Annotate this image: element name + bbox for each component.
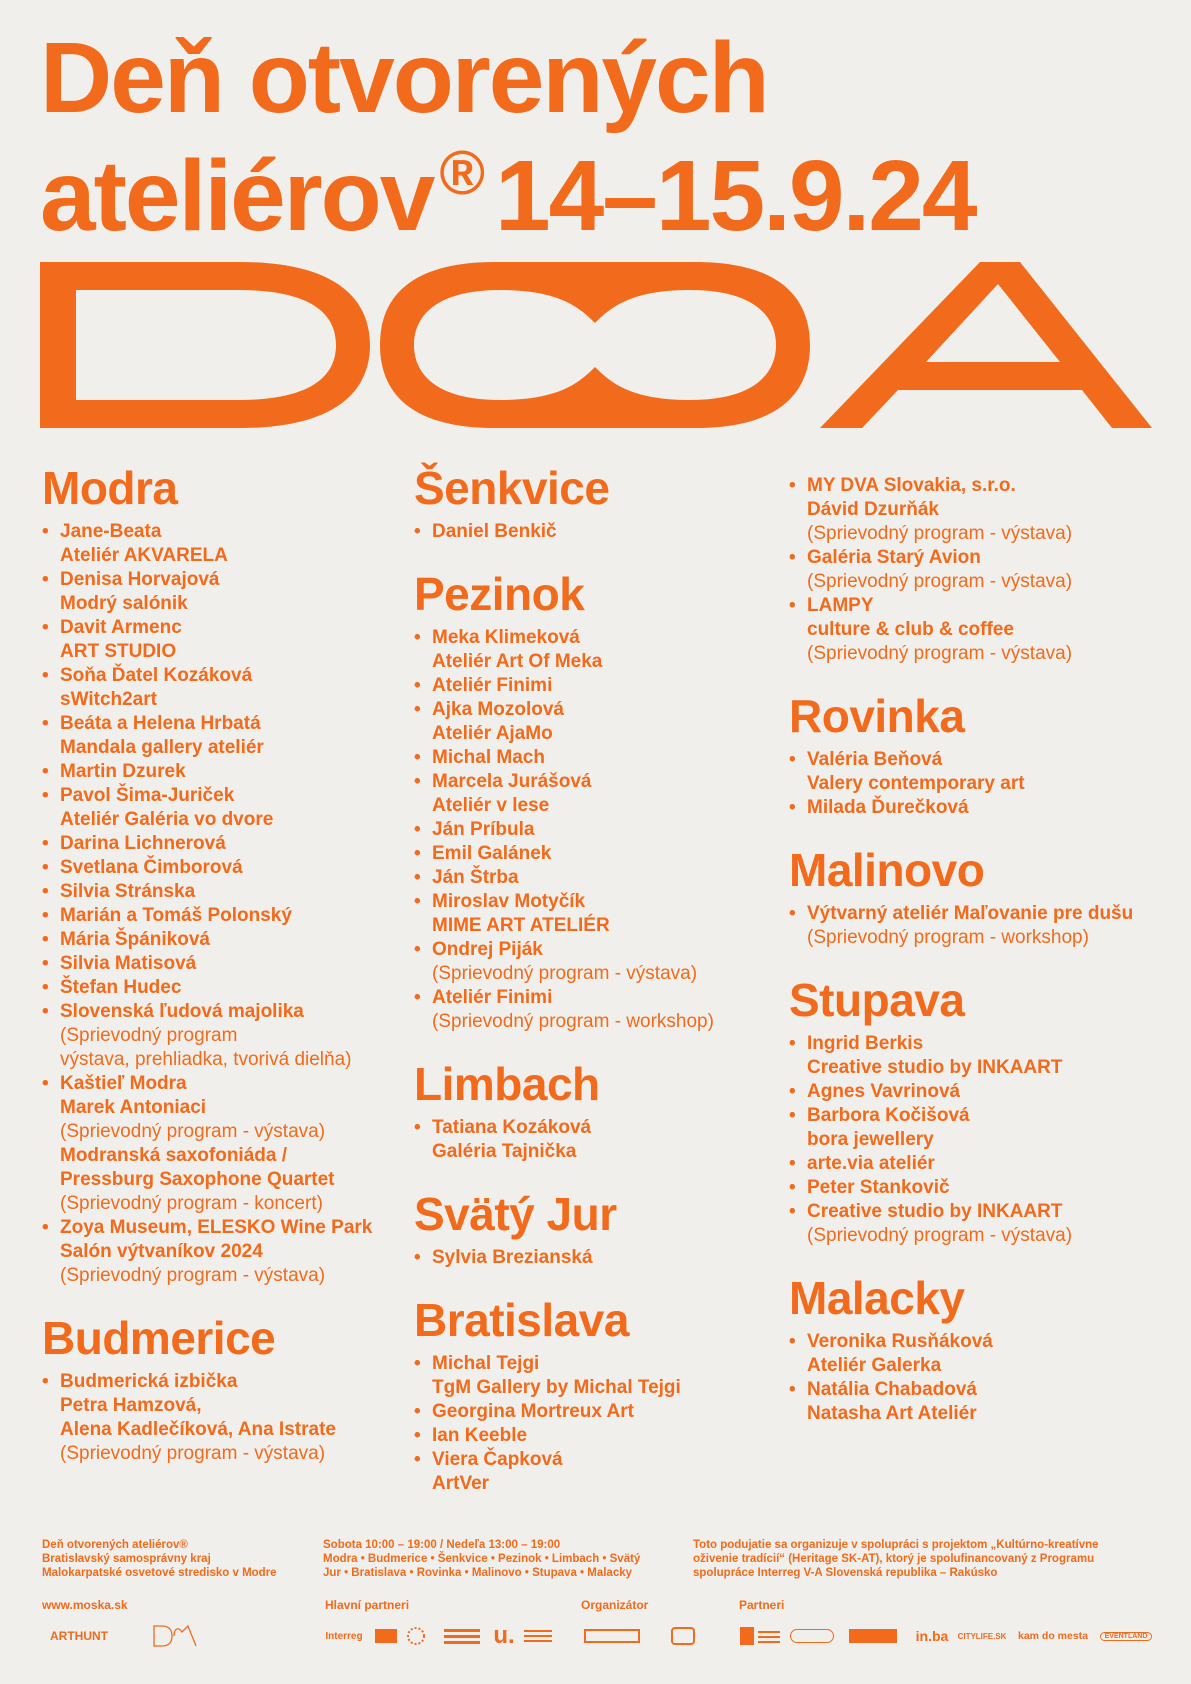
city-heading-bratislava: Bratislava bbox=[414, 1294, 629, 1346]
partner-flag-logo bbox=[374, 1624, 398, 1648]
citylife-logo: CITYLIFE.SK bbox=[957, 1631, 1007, 1641]
registered-mark: ® bbox=[439, 139, 484, 208]
footer-opening-hours: Sobota 10:00 – 19:00 / Nedeľa 13:00 – 19:00 Modra • Budmerice • Šenkvice • Pezinok • Limbach • Svätý Jur • Bratislava • Rovinka • Malinovo • Stupava • Malacky bbox=[323, 1539, 641, 1579]
partners-label: Partneri bbox=[739, 1598, 785, 1612]
city-heading-stupava: Stupava bbox=[789, 974, 965, 1026]
arthunt-logo: ARTHUNT bbox=[50, 1629, 108, 1643]
list-item: • Veronika Rusňáková Ateliér Galerka bbox=[789, 1330, 1133, 1378]
venue-list bbox=[414, 626, 714, 1034]
city-heading-limbach: Limbach bbox=[414, 1058, 600, 1110]
list-item: • Denisa Horvajová Modrý salónik bbox=[42, 568, 372, 616]
section-svaty-jur bbox=[414, 1188, 714, 1270]
list-item: • Kaštieľ Modra Marek Antoniaci (Sprievodný program - výstava) Modranská saxofoniáda / Pressburg Saxophone Quartet (Sprievodný program - koncert) bbox=[42, 1072, 372, 1216]
partner-bar-logo bbox=[848, 1624, 898, 1648]
doa-logo bbox=[40, 262, 1152, 428]
list-item: • Zoya Museum, ELESKO Wine Park Salón výtvaníkov 2024 (Sprievodný program - výstava) bbox=[42, 1216, 372, 1288]
list-item: • Ján Štrba bbox=[414, 866, 714, 890]
venue-list bbox=[414, 1352, 714, 1496]
list-item: • Agnes Vavrinová bbox=[789, 1080, 1133, 1104]
column-3 bbox=[789, 474, 1133, 1426]
kulturne-logo bbox=[789, 1624, 835, 1648]
eventland-logo: EVENTLAND bbox=[1104, 1624, 1148, 1648]
city-heading-senkvice: Šenkvice bbox=[414, 462, 610, 514]
city-heading-rovinka: Rovinka bbox=[789, 690, 965, 742]
venue-list bbox=[42, 520, 372, 1288]
list-item: • LAMPY culture & club & coffee (Sprievodný program - výstava) bbox=[789, 594, 1133, 666]
list-item: • Soňa Ďatel Kozáková sWitch2art bbox=[42, 664, 372, 712]
list-item: • Galéria Starý Avion (Sprievodný program - výstava) bbox=[789, 546, 1133, 594]
main-partners-label: Hlavní partneri bbox=[325, 1598, 410, 1612]
bsk-logo bbox=[582, 1624, 642, 1648]
list-item: • Ingrid Berkis Creative studio by INKAART bbox=[789, 1032, 1133, 1080]
list-item: • Michal Mach bbox=[414, 746, 714, 770]
moska-logo bbox=[668, 1624, 698, 1648]
column-2 bbox=[414, 462, 714, 1496]
list-item: • Barbora Kočišová bora jewellery bbox=[789, 1104, 1133, 1152]
section-malinovo bbox=[789, 844, 1133, 950]
section-budmerice bbox=[42, 1312, 372, 1466]
venue-list bbox=[42, 1370, 372, 1466]
list-item: • Ateliér Finimi bbox=[414, 674, 714, 698]
list-item: • Martin Dzurek bbox=[42, 760, 372, 784]
venue-list bbox=[414, 1116, 714, 1164]
list-item: • Darina Lichnerová bbox=[42, 832, 372, 856]
list-item: • Ondrej Piják (Sprievodný program - výstava) bbox=[414, 938, 714, 986]
list-item: • Sylvia Brezianská bbox=[414, 1246, 714, 1270]
list-item: • Marián a Tomáš Polonský bbox=[42, 904, 372, 928]
list-item: • Milada Ďurečková bbox=[789, 796, 1133, 820]
section-malacky bbox=[789, 1272, 1133, 1426]
section-rovinka bbox=[789, 690, 1133, 820]
list-item: • Jane-Beata Ateliér AKVARELA bbox=[42, 520, 372, 568]
city-heading-pezinok: Pezinok bbox=[414, 568, 585, 620]
narodne-osvetove-centrum-logo bbox=[736, 1624, 784, 1648]
title-line-1: Deň otvorených bbox=[40, 22, 768, 134]
section-stupava bbox=[789, 974, 1133, 1248]
website-link[interactable]: www.moska.sk bbox=[42, 1598, 128, 1612]
footer-organizer-info: Deň otvorených ateliérov® Bratislavský samosprávny kraj Malokarpatské osvetové stredisko v Modre bbox=[42, 1539, 277, 1579]
list-item: • Meka Klimeková Ateliér Art Of Meka bbox=[414, 626, 714, 674]
u-logo: u. bbox=[493, 1622, 515, 1649]
list-item: • Ateliér Finimi (Sprievodný program - workshop) bbox=[414, 986, 714, 1034]
section-modra bbox=[42, 462, 372, 1288]
list-item: • Beáta a Helena Hrbatá Mandala gallery ateliér bbox=[42, 712, 372, 760]
venue-list bbox=[414, 1246, 714, 1270]
list-item: • Natália Chabadová Natasha Art Ateliér bbox=[789, 1378, 1133, 1426]
logo-letter-a bbox=[820, 262, 1152, 428]
list-item: • Ajka Mozolová Ateliér AjaMo bbox=[414, 698, 714, 746]
doa-small-logo bbox=[150, 1624, 200, 1648]
list-item: • Viera Čapková ArtVer bbox=[414, 1448, 714, 1496]
eu-emblem-icon bbox=[404, 1624, 428, 1648]
fund-text-logo bbox=[520, 1624, 556, 1648]
list-item: • Výtvarný ateliér Maľovanie pre dušu (Sprievodný program - workshop) bbox=[789, 902, 1133, 950]
logo-letter-o bbox=[380, 262, 810, 428]
venue-list bbox=[789, 1032, 1133, 1248]
venue-list bbox=[789, 748, 1133, 820]
logo-letter-d bbox=[40, 262, 370, 428]
city-heading-malacky: Malacky bbox=[789, 1272, 965, 1324]
venue-list bbox=[414, 520, 714, 544]
list-item: • Georgina Mortreux Art bbox=[414, 1400, 714, 1424]
list-item: • Marcela Jurášová Ateliér v lese bbox=[414, 770, 714, 818]
list-item: • Ian Keeble bbox=[414, 1424, 714, 1448]
city-heading-modra: Modra bbox=[42, 462, 178, 514]
list-item: • MY DVA Slovakia, s.r.o. Dávid Dzurňák (Sprievodný program - výstava) bbox=[789, 474, 1133, 546]
event-dates: 14–15.9.24 bbox=[495, 140, 976, 252]
list-item: • Silvia Stránska bbox=[42, 880, 372, 904]
list-item: • Štefan Hudec bbox=[42, 976, 372, 1000]
list-item: • Budmerická izbička Petra Hamzová, Alena Kadlečíková, Ana Istrate (Sprievodný program - výstava) bbox=[42, 1370, 372, 1466]
interreg-logo: Interreg bbox=[325, 1630, 363, 1642]
venue-list bbox=[789, 902, 1133, 950]
title-word-atelierov: ateliérov bbox=[40, 140, 434, 252]
list-item: • Daniel Benkič bbox=[414, 520, 714, 544]
list-item: • Mária Špániková bbox=[42, 928, 372, 952]
list-item: • Pavol Šima-Juriček Ateliér Galéria vo dvore bbox=[42, 784, 372, 832]
page-title bbox=[40, 22, 976, 252]
list-item: • Creative studio by INKAART (Sprievodný program - výstava) bbox=[789, 1200, 1133, 1248]
list-item: • Valéria Beňová Valery contemporary art bbox=[789, 748, 1133, 796]
title-line-2 bbox=[40, 126, 976, 252]
list-item: • Emil Galánek bbox=[414, 842, 714, 866]
list-item: • Silvia Matisová bbox=[42, 952, 372, 976]
inba-logo: in.ba bbox=[915, 1628, 949, 1644]
section-bratislava bbox=[414, 1294, 714, 1496]
kam-do-mesta-logo: kam do mesta bbox=[1017, 1630, 1089, 1642]
list-item: • Davit Armenc ART STUDIO bbox=[42, 616, 372, 664]
section-limbach bbox=[414, 1058, 714, 1164]
city-heading-budmerice: Budmerice bbox=[42, 1312, 276, 1364]
city-heading-malinovo: Malinovo bbox=[789, 844, 985, 896]
list-item: • Miroslav Motyčík MIME ART ATELIÉR bbox=[414, 890, 714, 938]
list-item: • Ján Príbula bbox=[414, 818, 714, 842]
partner-text-logo bbox=[440, 1624, 484, 1648]
section-senkvice bbox=[414, 462, 714, 544]
list-item: • Tatiana Kozáková Galéria Tajnička bbox=[414, 1116, 714, 1164]
column-1 bbox=[42, 462, 372, 1466]
organizer-label: Organizátor bbox=[581, 1598, 649, 1612]
list-item: • Michal Tejgi TgM Gallery by Michal Tejgi bbox=[414, 1352, 714, 1400]
section-pezinok bbox=[414, 568, 714, 1034]
venue-list bbox=[789, 1330, 1133, 1426]
venue-list bbox=[789, 474, 1133, 666]
footer-project-note: Toto podujatie sa organizuje v spolupráci s projektom „Kultúrno-kreatívne oživenie tradícií“ (Heritage SK-AT), ktorý je spolufinancovaný z Programu spolupráce Interreg V-A Slovenská republika – Rakúsko bbox=[693, 1539, 1099, 1579]
section-bratislava-continued bbox=[789, 474, 1133, 666]
list-item: • Svetlana Čimborová bbox=[42, 856, 372, 880]
list-item: • Peter Stankovič bbox=[789, 1176, 1133, 1200]
list-item: • Slovenská ľudová majolika (Sprievodný program výstava, prehliadka, tvorivá dielňa) bbox=[42, 1000, 372, 1072]
city-heading-svaty-jur: Svätý Jur bbox=[414, 1188, 617, 1240]
list-item: • arte.via ateliér bbox=[789, 1152, 1133, 1176]
